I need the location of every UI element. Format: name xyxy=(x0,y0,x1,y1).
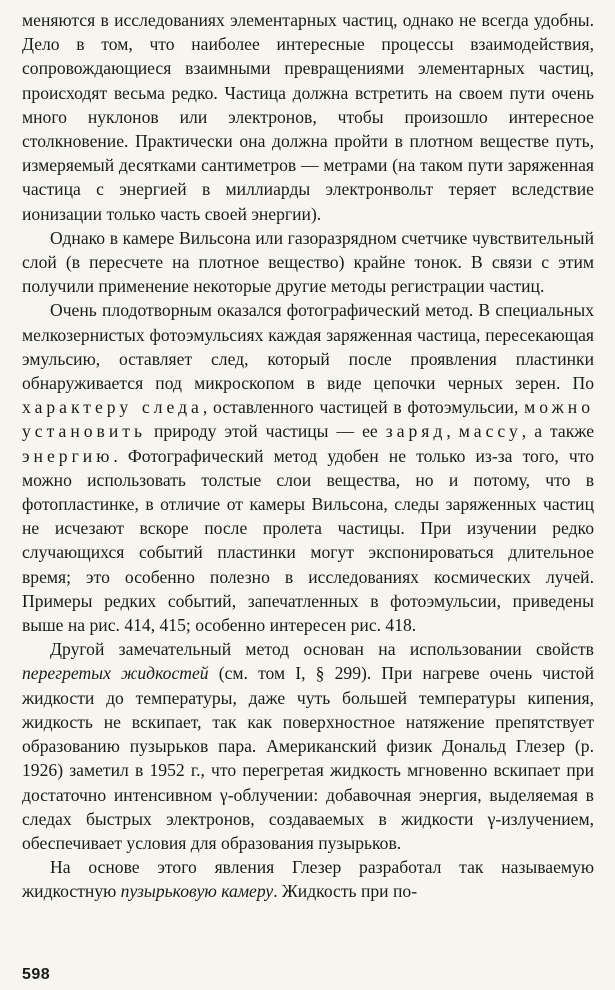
spaced-emphasis-charge: заряд xyxy=(385,421,447,442)
paragraph-3-text-f: . Фотографический метод удобен не только из-за того, что можно использовать толстые слои вещества, но и потому, что в фотопластинке, в отличие от камеры Вильсона, следы заряженных частиц не исчезают вскоре после пролета частицы. При изучении редко случающихся событий пластинки могут экспонироваться длительное время; это особенно полезно в исследованиях космических лучей. Примеры редких событий, запечатленных в фотоэмульсии, приведены выше на рис. 414, 415; особенно интересен рис. 418. xyxy=(22,445,594,636)
paragraph-1-text: меняются в исследованиях элементарных частиц, однако не всегда удобны. Дело в том, что наиболее интересные процессы взаимодействия, сопровождающиеся взаимными превращениями элементарных частиц, происходят весьма редко. Частица должна встретить на своем пути очень много нуклонов или электронов, чтобы произошло интересное столкновение. Практически она должна пройти в плотном веществе путь, измеряемый десятками сантиметров — метрами (на таком пути заряженная частица с энергией в миллиарды электронвольт теряет вследствие ионизации только часть своей энергии). xyxy=(22,10,594,224)
paragraph-3 xyxy=(22,298,594,637)
spaced-emphasis-mass: массу xyxy=(458,421,522,442)
italic-term-superheated-liquids: перегретых жидкостей xyxy=(22,663,209,684)
paragraph-3-text-c: природу этой частицы — ее xyxy=(145,421,386,442)
spaced-emphasis-can-determine: можно установить xyxy=(22,397,594,442)
paragraph-3-text-a: Очень плодотворным оказался фотографический метод. В специальных мелкозернистых фотоэмульсиях каждая заряженная частица, пересекающая эмульсию, оставляет след, который после проявления пластинки обнаруживается под микроскопом в виде цепочки черных зерен. По xyxy=(22,300,594,394)
spaced-emphasis-energy: энергию xyxy=(22,445,114,466)
paragraph-5-text-a: На основе этого явления Глезер разработал так называемую жидкостную xyxy=(22,857,594,902)
paragraph-4 xyxy=(22,637,594,855)
paragraph-3-text-d: , xyxy=(446,421,459,442)
paragraph-3-text-b: , оставленного частицей в фотоэмульсии, xyxy=(202,397,525,418)
paragraph-5-text-b: . Жидкость при по- xyxy=(273,881,418,902)
page-number: 598 xyxy=(22,966,51,983)
spaced-emphasis-character-of-track: характеру следа xyxy=(22,397,203,418)
paragraph-3-text-e: , а также xyxy=(521,421,595,442)
paragraph-4-text-a: Другой замечательный метод основан на использовании свойств xyxy=(50,639,594,660)
paragraph-2 xyxy=(22,226,594,299)
italic-term-bubble-chamber: пузырьковую камеру xyxy=(120,881,274,902)
paragraph-1 xyxy=(22,8,594,226)
paragraph-5 xyxy=(22,855,594,903)
paragraph-2-text: Однако в камере Вильсона или газоразрядном счетчике чувствительный слой (в пересчете на плотное вещество) крайне тонок. В связи с этим получили применение некоторые другие методы регистрации частиц. xyxy=(22,227,594,297)
paragraph-4-text-b: (см. том I, § 299). При нагреве очень чистой жидкости до температуры, даже чуть большей температуры кипения, жидкость не вскипает, так как поверхностное натяжение препятствует образованию пузырьков пара. Американский физик Дональд Глезер (р. 1926) заметил в 1952 г., что перегретая жидкость мгновенно вскипает при достаточно интенсивном γ-облучении: добавочная энергия, выделяемая в следах быстрых электронов, создаваемых в жидкости γ-излучением, обеспечивает условия для образования пузырьков. xyxy=(22,663,594,853)
